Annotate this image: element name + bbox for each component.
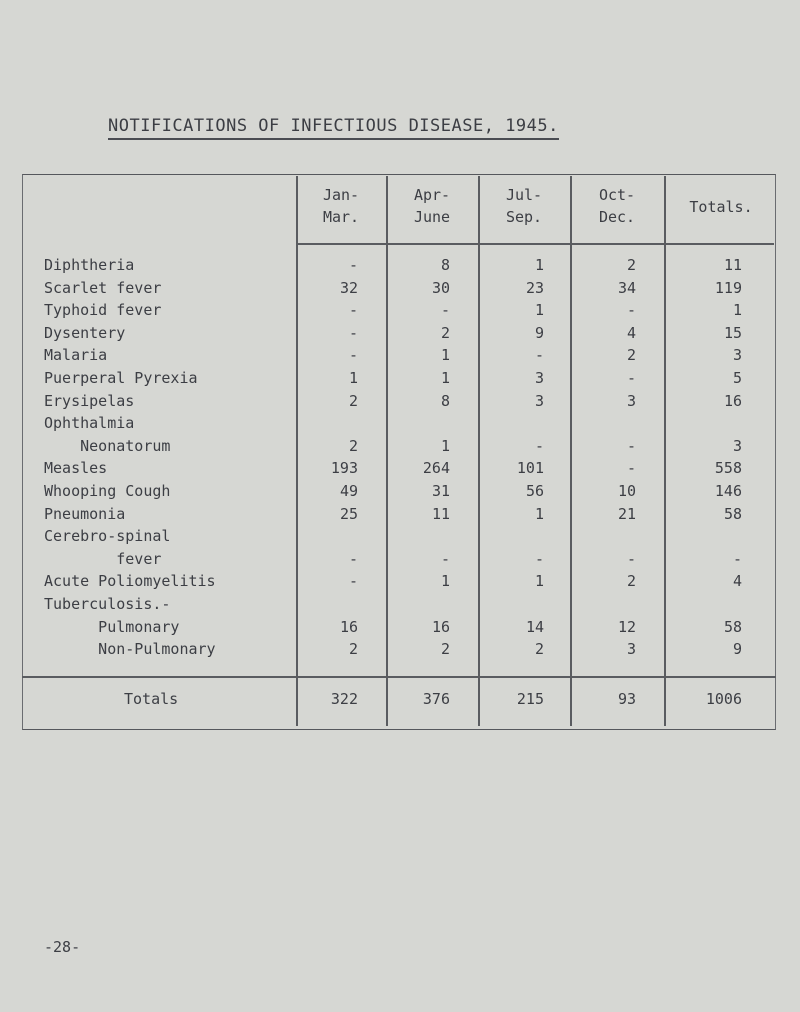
cell-value: - — [626, 436, 636, 455]
cell-value: - — [440, 549, 450, 568]
row-label: Whooping Cough — [44, 482, 171, 500]
cell-value: - — [348, 301, 358, 320]
row-label: Typhoid fever — [44, 301, 162, 320]
cell-value: - — [348, 549, 358, 568]
cell-value: 3 — [626, 640, 636, 659]
header-rule — [296, 243, 774, 245]
cell-value: - — [440, 301, 450, 320]
column-rule — [478, 176, 480, 726]
cell-value: 3 — [626, 391, 636, 410]
page-title: NOTIFICATIONS OF INFECTIOUS DISEASE, 1945. — [108, 116, 559, 140]
cell-value: 32 — [339, 278, 358, 297]
cell-value: 2 — [440, 640, 450, 659]
cell-value: - — [534, 436, 544, 455]
cell-value: 5 — [732, 369, 742, 387]
column-header-line1: Jan- — [322, 186, 360, 204]
row-label: Scarlet fever — [44, 278, 162, 297]
cell-value: 3 — [534, 369, 544, 387]
cell-value: 12 — [617, 617, 636, 636]
column-header-line2: Sep. — [505, 208, 543, 226]
row-label: Non-Pulmonary — [44, 640, 216, 659]
row-label: Acute Poliomyelitis — [44, 572, 216, 591]
cell-value: - — [348, 346, 358, 365]
cell-value: 8 — [440, 256, 450, 274]
cell-value: 2 — [626, 346, 636, 365]
cell-value: 1 — [440, 436, 450, 455]
cell-value: 34 — [617, 278, 636, 297]
cell-value: 558 — [714, 459, 742, 478]
cell-value: 58 — [723, 617, 742, 636]
cell-value: - — [348, 256, 358, 274]
cell-value: 1 — [440, 369, 450, 387]
row-label: Measles — [44, 459, 108, 478]
totals-rule — [22, 676, 776, 678]
row-label: Malaria — [44, 346, 108, 365]
row-label: Puerperal Pyrexia — [44, 369, 198, 387]
totals-value: 93 — [617, 690, 636, 708]
totals-value: 376 — [422, 690, 450, 708]
cell-value: 21 — [617, 504, 636, 523]
column-header-line1: Apr- — [413, 186, 451, 204]
cell-value: 4 — [732, 572, 742, 591]
cell-value: 58 — [723, 504, 742, 523]
cell-value: 23 — [525, 278, 544, 297]
cell-value: 9 — [534, 323, 544, 342]
row-label: fever — [44, 549, 162, 568]
cell-value: 2 — [348, 640, 358, 659]
cell-value: 11 — [431, 504, 450, 523]
cell-value: - — [732, 549, 742, 568]
cell-value: 2 — [348, 436, 358, 455]
cell-value: - — [534, 549, 544, 568]
cell-value: 1 — [732, 301, 742, 320]
row-label: Tuberculosis.- — [44, 595, 171, 613]
cell-value: 15 — [723, 323, 742, 342]
column-rule — [386, 176, 388, 726]
cell-value: 101 — [516, 459, 544, 478]
cell-value: 10 — [617, 482, 636, 500]
totals-value: 322 — [330, 690, 358, 708]
cell-value: 16 — [723, 391, 742, 410]
column-header-line1: Jul- — [505, 186, 543, 204]
cell-value: 2 — [534, 640, 544, 659]
totals-value: 215 — [516, 690, 544, 708]
cell-value: 9 — [732, 640, 742, 659]
cell-value: 193 — [330, 459, 358, 478]
cell-value: 1 — [348, 369, 358, 387]
cell-value: 264 — [422, 459, 450, 478]
cell-value: 25 — [339, 504, 358, 523]
cell-value: 119 — [714, 278, 742, 297]
cell-value: 1 — [440, 346, 450, 365]
page-number: -28- — [44, 938, 81, 956]
cell-value: - — [626, 459, 636, 478]
cell-value: - — [348, 572, 358, 591]
cell-value: - — [534, 346, 544, 365]
cell-value: - — [348, 323, 358, 342]
cell-value: 1 — [534, 301, 544, 320]
cell-value: - — [626, 549, 636, 568]
cell-value: 146 — [714, 482, 742, 500]
cell-value: 11 — [723, 256, 742, 274]
row-label: Pulmonary — [44, 617, 180, 636]
column-header-line1: Oct- — [598, 186, 636, 204]
cell-value: 3 — [732, 346, 742, 365]
column-header-line2: Dec. — [598, 208, 636, 226]
cell-value: 16 — [431, 617, 450, 636]
totals-value: 1006 — [705, 690, 742, 708]
cell-value: - — [626, 369, 636, 387]
cell-value: 3 — [534, 391, 544, 410]
column-rule — [570, 176, 572, 726]
column-header — [387, 184, 477, 228]
row-label: Pneumonia — [44, 504, 126, 523]
row-label: Erysipelas — [44, 391, 135, 410]
cell-value: 31 — [431, 482, 450, 500]
column-header — [479, 184, 569, 228]
column-header-line2: Mar. — [322, 208, 360, 226]
row-label: Neonatorum — [44, 436, 171, 455]
cell-value: 1 — [440, 572, 450, 591]
column-rule — [664, 176, 666, 726]
cell-value: 30 — [431, 278, 450, 297]
totals-header: Totals. — [689, 198, 753, 216]
column-header-line2: June — [413, 208, 451, 226]
cell-value: 2 — [626, 256, 636, 274]
cell-value: 56 — [525, 482, 544, 500]
cell-value: 2 — [626, 572, 636, 591]
cell-value: 1 — [534, 572, 544, 591]
cell-value: 16 — [339, 617, 358, 636]
cell-value: 49 — [339, 482, 358, 500]
cell-value: 2 — [440, 323, 450, 342]
cell-value: 1 — [534, 256, 544, 274]
row-label: Ophthalmia — [44, 414, 135, 433]
cell-value: 2 — [348, 391, 358, 410]
cell-value: 14 — [525, 617, 544, 636]
cell-value: 8 — [440, 391, 450, 410]
cell-value: 1 — [534, 504, 544, 523]
column-header — [572, 184, 662, 228]
row-label: Diphtheria — [44, 256, 135, 274]
cell-value: - — [626, 301, 636, 320]
row-label: Dysentery — [44, 323, 126, 342]
column-header — [296, 184, 386, 228]
cell-value: 3 — [732, 436, 742, 455]
cell-value: 4 — [626, 323, 636, 342]
row-label: Cerebro-spinal — [44, 527, 171, 546]
totals-label: Totals — [124, 690, 179, 708]
